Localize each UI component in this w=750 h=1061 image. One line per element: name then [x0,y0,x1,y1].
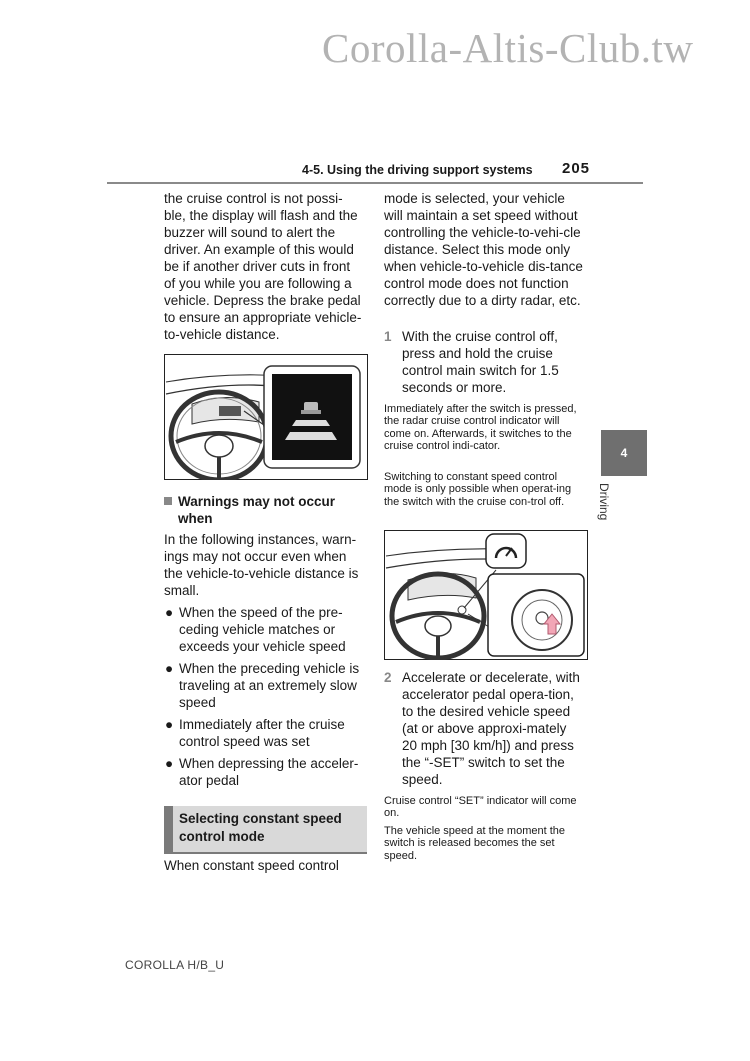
figure-display-warning [164,354,368,480]
step-2-text: Accelerate or decelerate, with accelerator pedal opera-tion, to the desired vehicle speed (at or above approxi-mately 20 mph [30 km/h]) and press the “-SET” switch to set the speed. [402,670,580,787]
section-heading-text: Selecting constant speed control mode [179,811,342,844]
bullet-text: When depressing the acceler-ator pedal [179,756,359,788]
note-2 [384,471,580,508]
warnings-bullets [164,604,364,789]
bullet-icon: ● [165,756,174,771]
header-rule [107,182,643,184]
step-1-item [384,328,584,396]
warnings-heading [164,493,364,527]
warnings-intro: In the following instances, warn-ings may not occur even when the vehicle-to-vehicle distance is small. [164,532,359,598]
section-text [164,857,364,874]
bullet-icon: ● [165,605,174,620]
figure-main-switch [384,530,588,660]
page-number: 205 [562,160,591,177]
bullet-text: When the preceding vehicle is traveling at an extremely slow speed [179,661,360,710]
note-2-text: Switching to constant speed control mode is only possible when operat-ing the switch with the cruise con-trol off. [384,471,572,508]
footer-model: COROLLA H/B_U [125,958,225,972]
bullet-text: When the speed of the pre-ceding vehicle matches or exceeds your vehicle speed [179,605,346,654]
bullet-item [164,604,364,655]
bullet-text: Immediately after the cruise control speed was set [179,717,345,749]
note-1 [384,403,580,452]
header-section-title: 4-5. Using the driving support systems [302,163,533,177]
bullet-item [164,716,364,750]
step-1-text: With the cruise control off, press and hold the cruise control main switch for 1.5 seconds or more. [402,329,559,395]
bullet-item [164,755,364,789]
watermark: Corolla-Altis-Club.tw [322,25,694,71]
note-1-text: Immediately after the switch is pressed, the radar cruise control indicator will come on. Afterwards, it switches to the cruise control indi-cator. [384,403,577,452]
square-marker-icon [164,497,172,505]
chapter-tab-label: Driving [597,483,611,521]
right-intro [384,190,584,309]
section-heading-box [164,806,367,852]
left-intro-text: the cruise control is not possi-ble, the display will flash and the buzzer will sound to alert the driver. An example of this would be if another driver cuts in front of you while you are following a vehicle. Depress the brake pedal to ensure an appropriate vehicle-to-vehicle distance. [164,191,362,342]
note-4 [384,825,580,862]
note-4-text: The vehicle speed at the moment the switch is released becomes the set speed. [384,825,565,862]
note-3-text: Cruise control “SET” indicator will come on. [384,795,577,820]
left-intro [164,190,364,343]
warnings-heading-text-2: when [178,511,213,526]
right-intro-text: mode is selected, your vehicle will maintain a set speed without controlling the vehicle-to-vehi-cle distance. Select this mode only when vehicle-to-vehicle dis-tance control mode does not function correctly due to a dirty radar, etc. [384,191,583,308]
bullet-item [164,660,364,711]
step-2 [384,669,584,788]
step-1 [384,328,584,396]
warnings-text [164,531,364,599]
bullet-icon: ● [165,661,174,676]
warnings-heading-text-1: Warnings may not occur [178,494,336,509]
step-2-item [384,669,584,788]
section-text-line: When constant speed control [164,858,339,873]
bullet-icon: ● [165,717,174,732]
warnings-heading-line [164,493,364,527]
step-1-number: 1 [384,329,392,344]
step-2-number: 2 [384,670,392,685]
note-3 [384,795,580,820]
chapter-tab-number: 4 [601,430,647,476]
